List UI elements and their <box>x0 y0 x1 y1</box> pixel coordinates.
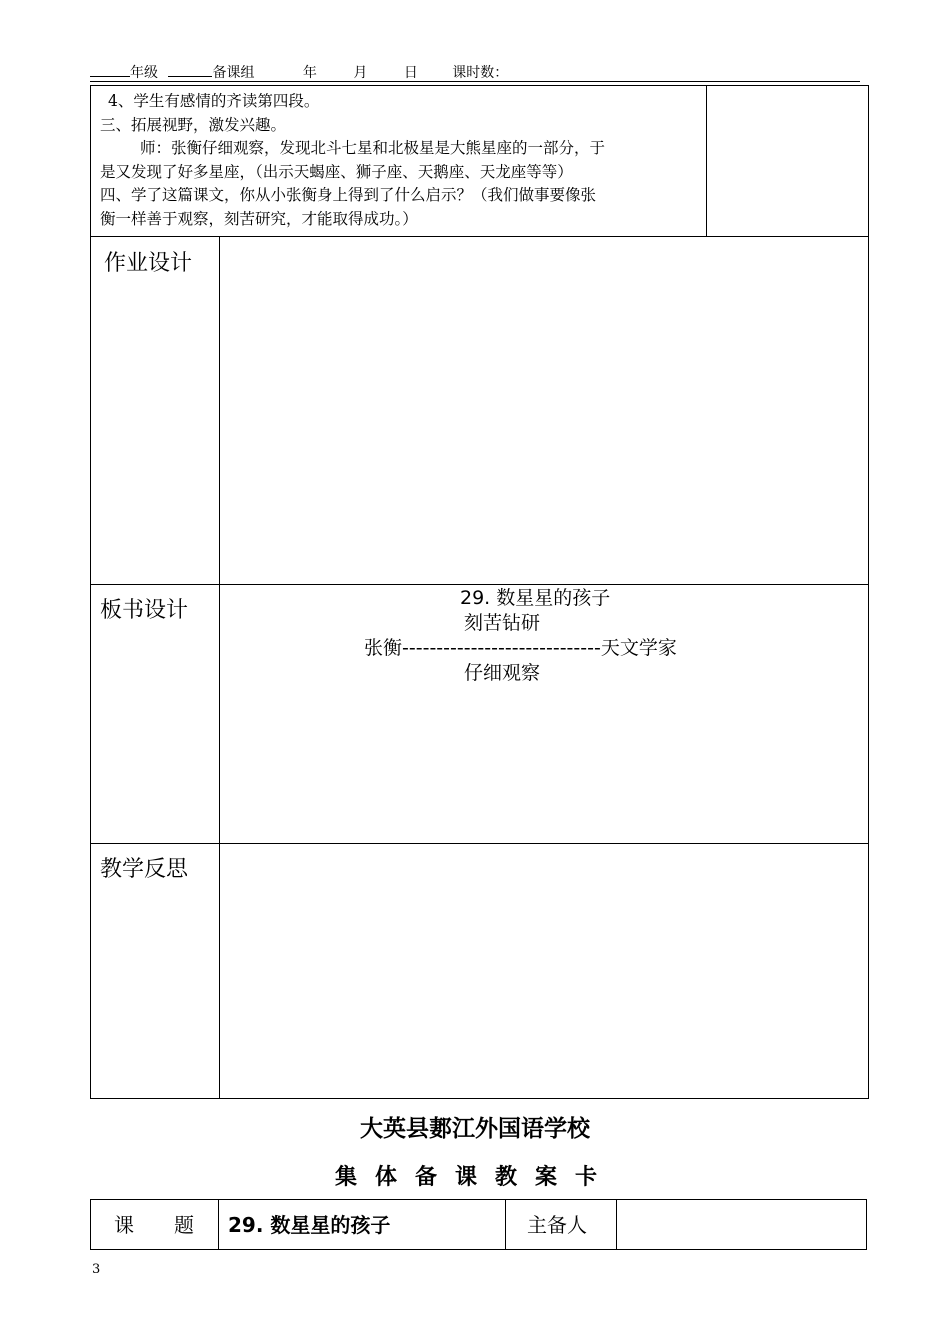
lesson-content <box>100 90 700 231</box>
board-dashes: ----------------------------- <box>402 637 601 659</box>
page-number: 3 <box>92 1262 101 1277</box>
school-name: 大英县郪江外国语学校 <box>360 1115 590 1142</box>
lesson-info-table <box>90 1199 867 1250</box>
label-column-divider <box>219 236 220 1098</box>
group-blank <box>168 62 212 77</box>
periods-label: 课时数： <box>452 65 509 81</box>
homework-design-label: 作业设计 <box>104 251 193 276</box>
board-result: 天文学家 <box>600 637 677 659</box>
group-label: 备课组 <box>212 65 255 81</box>
board-line-1: 刻苦钻研 <box>464 612 541 634</box>
teaching-reflection-label: 教学反思 <box>100 857 189 882</box>
row-divider-1 <box>90 236 869 237</box>
topic-label: 课 题 <box>114 1213 194 1237</box>
info-divider-2 <box>505 1199 506 1250</box>
board-line-2 <box>364 636 677 661</box>
grade-blank <box>90 62 130 77</box>
header-rule <box>90 81 860 82</box>
notes-column-divider <box>706 85 707 237</box>
board-design-label: 板书设计 <box>100 598 189 623</box>
content-line: 衡一样善于观察，刻苦研究，才能取得成功。） <box>100 209 418 228</box>
card-title: 集体备课教案卡 <box>334 1164 615 1190</box>
board-line-3: 仔细观察 <box>464 662 541 684</box>
day-label: 日 <box>403 65 418 81</box>
row-divider-2 <box>90 584 869 585</box>
row-divider-3 <box>90 843 869 844</box>
year-label: 年 <box>302 65 317 81</box>
content-line: 是又发现了好多星座，（出示天蝎座、狮子座、天鹅座、天龙座等等） <box>100 162 573 181</box>
content-line: 师：张衡仔细观察，发现北斗七星和北极星是大熊星座的一部分，于 <box>140 139 606 157</box>
info-divider-3 <box>616 1199 617 1250</box>
month-label: 月 <box>353 65 368 81</box>
board-subject: 张衡 <box>364 637 403 659</box>
topic-value: 29. 数星星的孩子 <box>228 1213 391 1237</box>
preparer-label: 主备人 <box>527 1213 587 1237</box>
content-line: 四、学了这篇课文，你从小张衡身上得到了什么启示？（我们做事要像张 <box>100 186 597 204</box>
board-title: 29. 数星星的孩子 <box>460 587 611 609</box>
content-line: 4、学生有感情的齐读第四段。 <box>108 92 320 110</box>
info-divider-1 <box>218 1199 219 1250</box>
page-header <box>90 62 860 82</box>
content-line: 三、拓展视野，激发兴趣。 <box>100 115 287 134</box>
grade-label: 年级 <box>130 65 158 81</box>
